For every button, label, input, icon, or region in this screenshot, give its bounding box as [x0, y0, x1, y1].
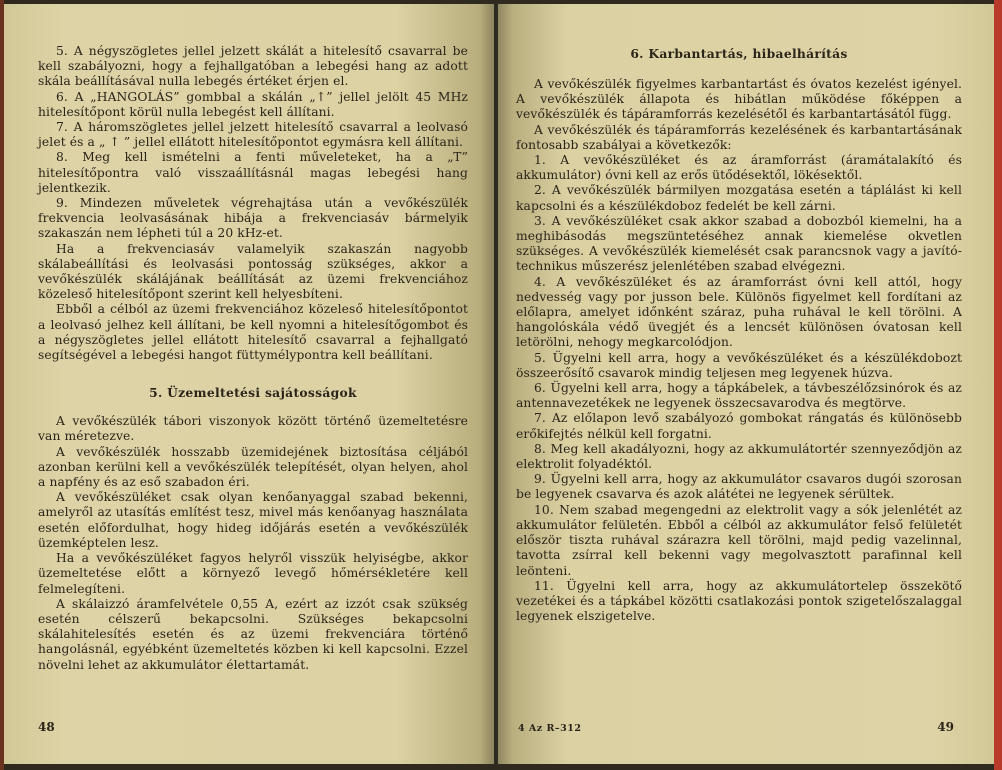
paragraph: 1. A vevőkészüléket és az áramforrást (áramátalakító és akkumulátor) óvni kell az erős ütődésektől, lökésektől. [516, 153, 962, 183]
paragraph: 3. A vevőkészüléket csak akkor szabad a dobozból kiemelni, ha a meghibásodás megszüntetéséhez annak kiemelése okvetlen szükséges. A vevőkészülék kiemelését csak parancsnok vagy a javító-technikus műszerész jelenlétében szabad elvégezni. [516, 213, 962, 274]
paragraph: 5. A négyszögletes jellel jelzett skálát a hitelesítő csavarral be kell szabályozni, hogy a fejhallgatóban a lebegési hang az adott skála beállításával nulla lebegés értéket érjen el. [38, 44, 468, 89]
paragraph: A vevőkészüléket csak olyan kenőanyaggal szabad bekenni, amelyről az utasítás említést tesz, mivel más kenőanyag használata esetén előfordulhat, hogy hideg időjárás esetén a vevőkészülék üzemképtelen lesz. [38, 490, 468, 550]
paragraph: Ha a frekvenciasáv valamelyik szakaszán nagyobb skálabeállítási és leolvasási pontosság szükséges, akkor a vevőkészülék skálájának beállítását az üzemi frekvenciához közeleső hitelesítőpont szerint kell helyesbíteni. [38, 241, 468, 302]
paragraph: 7. A háromszögletes jellel jelzett hitelesítő csavarral a leolvasó jelet és a „ ↑ ” jellel ellátott hitelesítőpontot egymásra kell állítani. [38, 120, 468, 150]
paragraph: 11. Ügyelni kell arra, hogy az akkumulátortelep összekötő vezetékei és a tápkábel közötti csatlakozási pontok szigetelőszalaggal legyenek elszigetelve. [516, 578, 962, 624]
section-heading: 6. Karbantartás, hibaelhárítás [630, 46, 848, 61]
paragraph: 5. Ügyelni kell arra, hogy a vevőkészüléket és a készülékdobozt összeerősítő csavarok mindig teljesen meg legyenek húzva. [516, 350, 962, 380]
paragraph: 10. Nem szabad megengedni az elektrolit vagy a sók jelenlétét az akkumulátor felületén. Ebből a célból az akkumulátor felső felületét először tiszta ruhával szárazra kell törölni, majd pedig vazelinnal, tavotta zsírral kell bekenni vagy megolvasztott parafinnal kell leönteni. [516, 502, 962, 578]
signature-mark: 4 Az R–312 [518, 723, 582, 734]
left-page-text-block [38, 44, 468, 673]
paragraph: 6. A „HANGOLÁS” gombbal a skálán „↑” jellel jelölt 45 MHz hitelesítőpont körül nulla lebegést kell állítani. [38, 89, 468, 119]
paragraph: 8. Meg kell ismételni a fenti műveleteket, ha a „T” hitelesítőpontra való visszaállításnál magas lebegési hang jelentkezik. [38, 150, 468, 195]
paragraph: Ha a vevőkészüléket fagyos helyről visszük helyiségbe, akkor üzemeltetése előtt a környező levegő hőmérsékletére kell felmelegíteni. [38, 551, 468, 596]
paragraph: 9. Mindezen műveletek végrehajtása után a vevőkészülék frekvencia leolvasásának hibája a frekvenciasáv bármelyik szakaszán nem lépheti túl a 20 kHz-et. [38, 196, 468, 241]
paragraph: A vevőkészülék és tápáramforrás kezelésének és karbantartásának fontosabb szabályai a következők: [516, 122, 962, 152]
paragraph: 6. Ügyelni kell arra, hogy a tápkábelek, a távbeszélőzsinórok és az antennavezetékek ne legyenek összecsavarodva és megtörve. [516, 381, 962, 411]
paragraph: 7. Az előlapon levő szabályozó gombokat rángatás és különösebb erőkifejtés nélkül kell forgatni. [516, 411, 962, 441]
paragraph: 9. Ügyelni kell arra, hogy az akkumulátor csavaros dugói szorosan be legyenek csavarva és azok alátétei ne legyenek sérültek. [516, 472, 962, 502]
page-number: 48 [38, 720, 55, 734]
paragraph: A vevőkészülék hosszabb üzemidejének biztosítása céljából azonban kerülni kell a vevőkészülék telepítését, olyan helyen, ahol a napfény és az eső szabadon éri. [38, 444, 468, 490]
paragraph: 8. Meg kell akadályozni, hogy az akkumulátortér szennyeződjön az elektrolit folyadéktól. [516, 441, 962, 472]
paragraph: 4. A vevőkészüléket és az áramforrást óvni kell attól, hogy nedvesség vagy por jusson bele. Különös figyelmet kell fordítani az előlapra, amelyet időnként száraz, puha ruhával le kell törölni. A hangolóskála védő üvegjét és a lencsét különösen óvatosan kell letörölni, nehogy megkarcolódjon. [516, 274, 962, 350]
paragraph: Ebből a célból az üzemi frekvenciához közeleső hitelesítőpontot a leolvasó jelhez kell állítani, be kell nyomni a hitelesítőgombot és a négyszögletes jellel ellátott hitelesítő csavarral a fejhallgató segítségével a lebegési hangot füttymélypontra kell beállítani. [38, 302, 468, 363]
paragraph: A skálaizzó áramfelvétele 0,55 A, ezért az izzót csak szükség esetén célszerű bekapcsolni. Szükséges bekapcsolni skálahitelesítés esetén és az üzemi frekvenciára történő hangolásnál, egyébként üzemeltetés közben ki kell kapcsolni. Ezzel növelni lehet az akkumulátor élettartamát. [38, 596, 468, 672]
left-page [4, 4, 494, 764]
page-number: 49 [937, 720, 954, 734]
book-edge-right [994, 0, 1002, 770]
paragraph: A vevőkészülék figyelmes karbantartást és óvatos kezelést igényel. A vevőkészülék állapota és hibátlan működése főképpen a vevőkészülék és tápáramforrás kezelésétől és karbantartásától függ. [516, 77, 962, 122]
section-heading: 5. Üzemeltetési sajátosságok [149, 385, 357, 401]
right-page-text-block [516, 46, 962, 624]
paragraph: A vevőkészülék tábori viszonyok között történő üzemeltetésre van méretezve. [38, 414, 468, 444]
right-page [498, 4, 994, 764]
paragraph: 2. A vevőkészülék bármilyen mozgatása esetén a táplálást ki kell kapcsolni és a készülékdoboz fedelét be kell zárni. [516, 183, 962, 213]
